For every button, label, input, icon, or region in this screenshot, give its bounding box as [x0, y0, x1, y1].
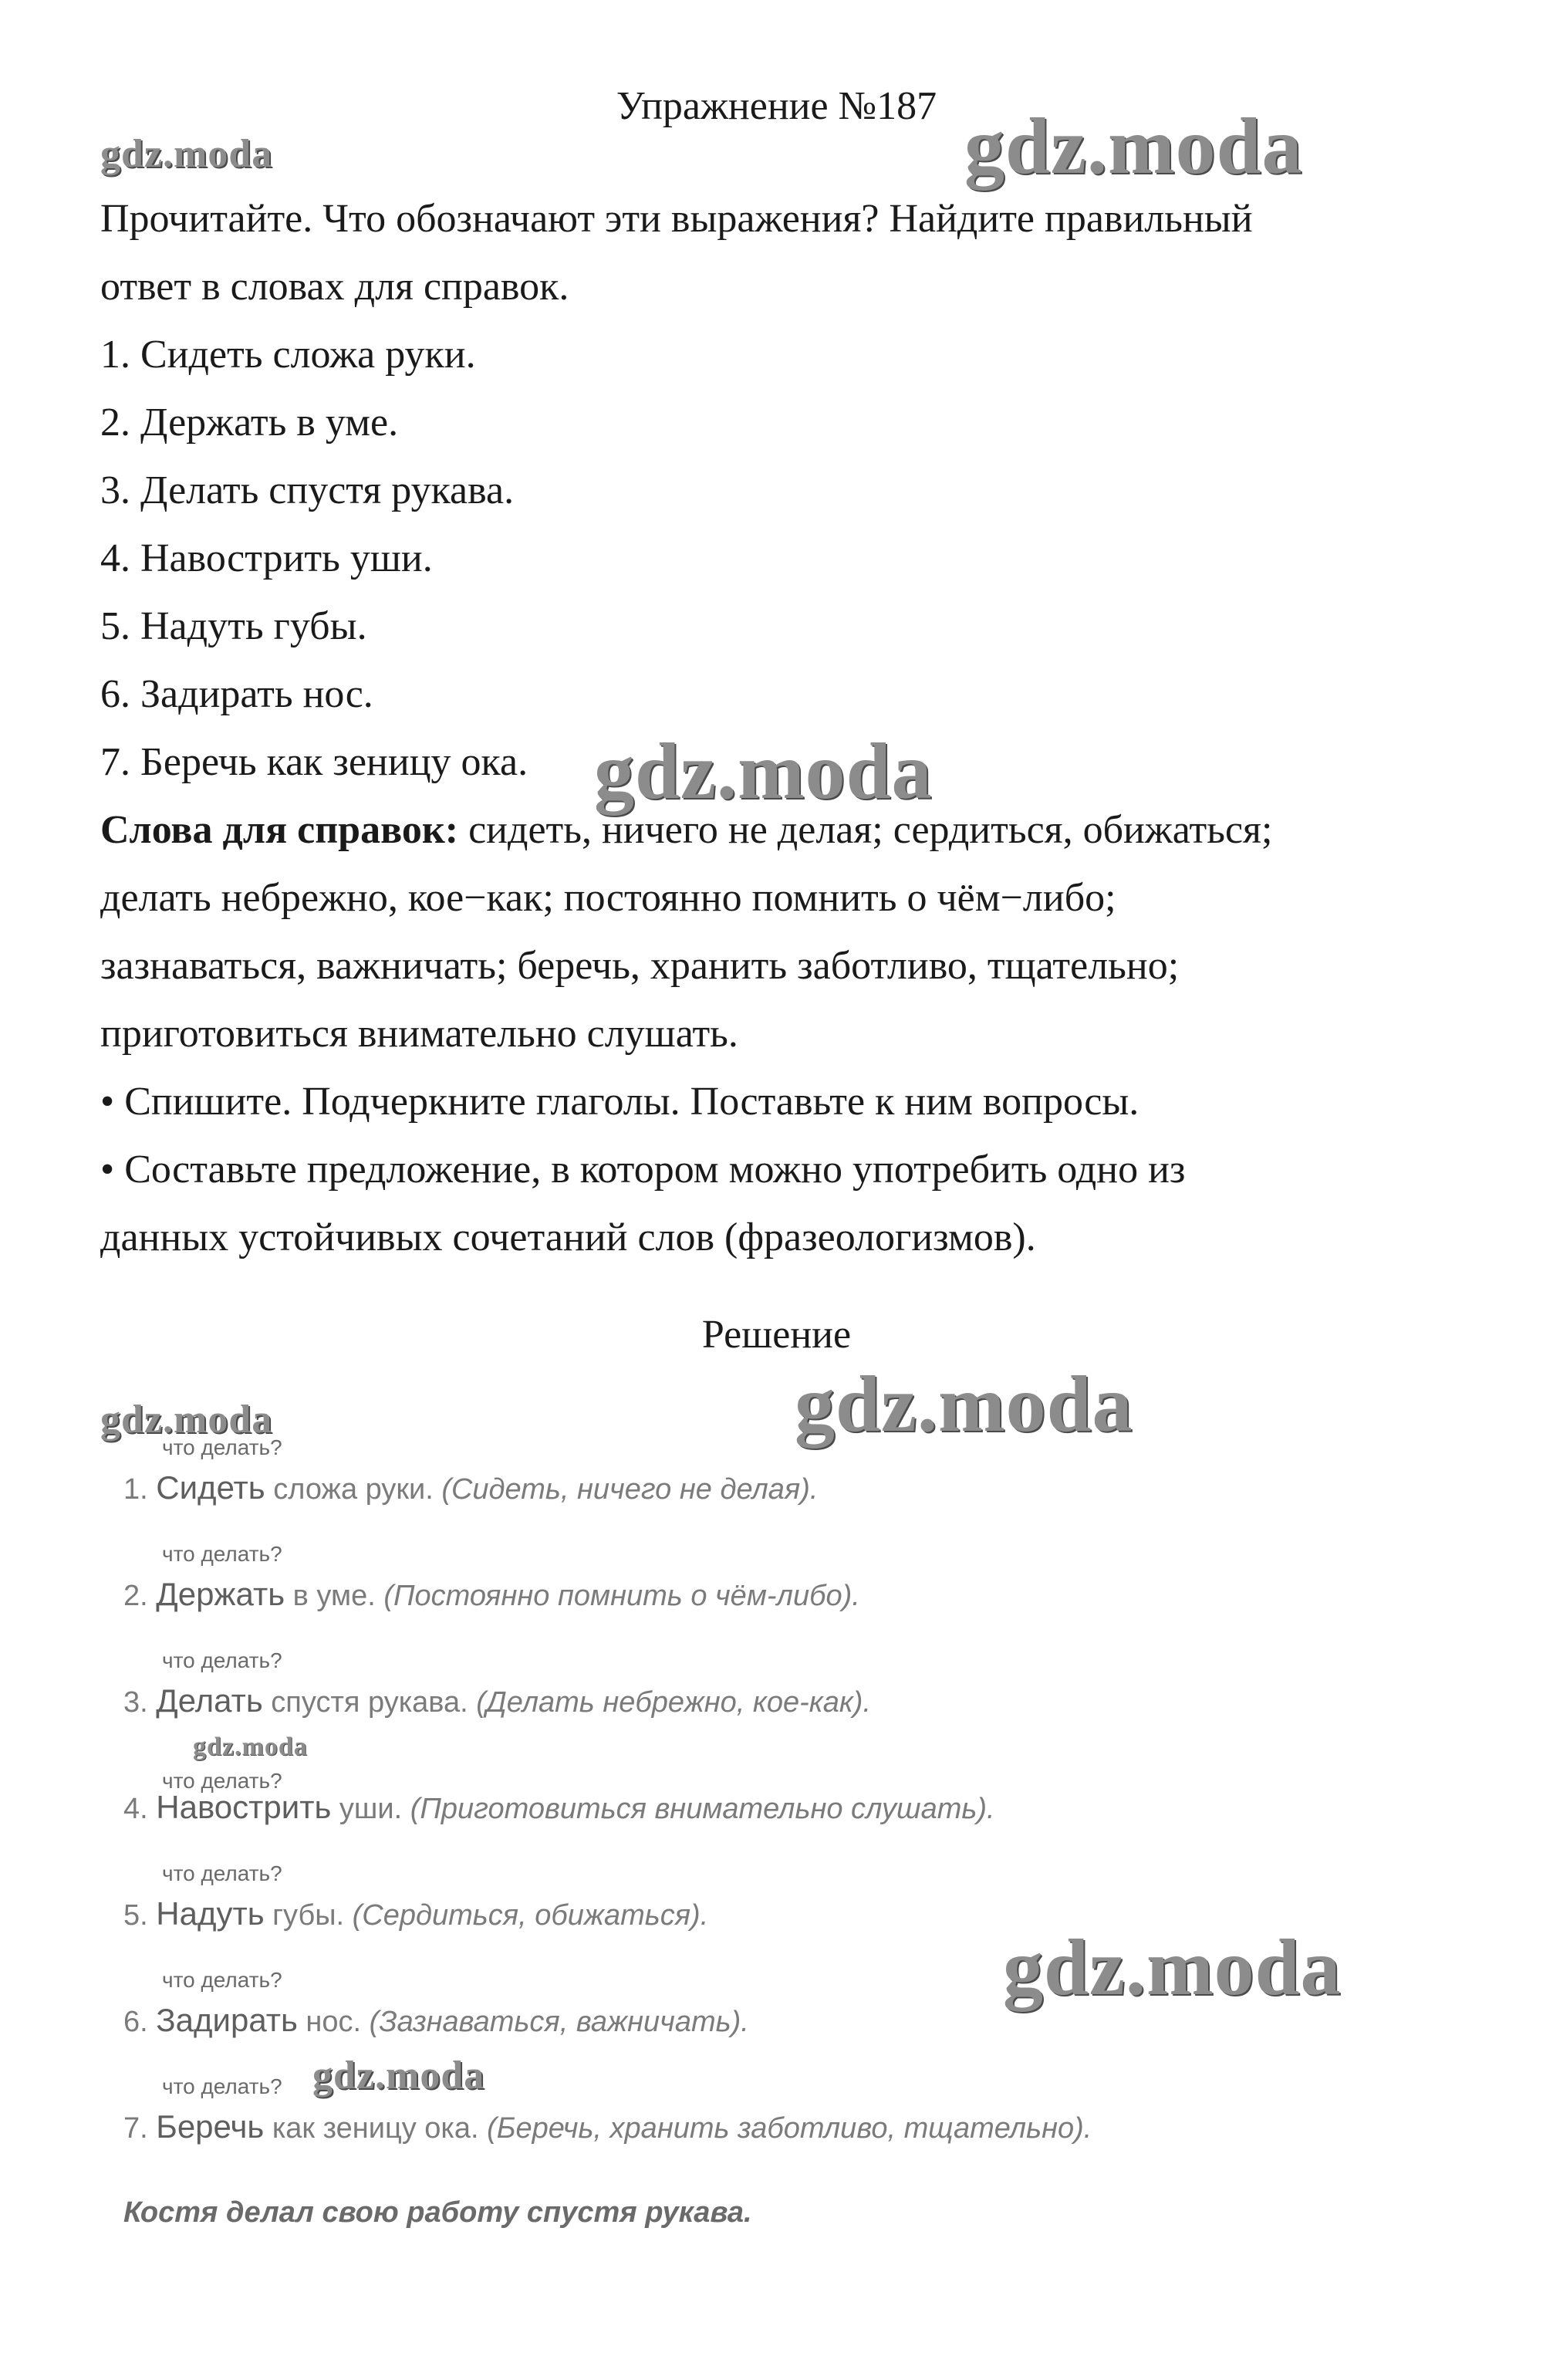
reference-text: приготовиться внимательно слушать. [100, 1012, 738, 1056]
task-intro: ответ в словах для справок. [100, 265, 569, 309]
instruction-bullet: • Составьте предложение, в котором можно употребить одно из [100, 1148, 1186, 1192]
instruction-bullet: • Спишите. Подчеркните глаголы. Поставьте к ним вопросы. [100, 1080, 1139, 1124]
watermark-logo: gdz.moda [100, 1398, 273, 1442]
meaning: (Зазнаваться, важничать). [369, 2006, 749, 2038]
verb: Делать [156, 1682, 263, 1719]
solution-list [123, 1435, 1358, 2230]
reference-text: зазнаваться, важничать; беречь, хранить заботливо, тщательно; [100, 944, 1180, 988]
watermark-logo: gdz.moda [312, 2054, 485, 2098]
verb: Держать [156, 1576, 285, 1612]
phrase-rest: губы. [264, 1899, 353, 1932]
exercise-title: Упражнение №187 [616, 84, 937, 128]
row-number: 5. [123, 1899, 148, 1932]
task-item: 7. Беречь как зеницу ока. [100, 740, 528, 784]
example-sentence: Костя делал свою работу спустя рукава. [123, 2196, 752, 2229]
solution-row [123, 2074, 1358, 2181]
row-number: 6. [123, 2006, 148, 2038]
verb-question: что делать? [162, 1861, 282, 1885]
watermark-logo: gdz.moda [1003, 1923, 1342, 2012]
verb-question: что делать? [162, 1648, 282, 1672]
solution-row [123, 1755, 1358, 1861]
row-number: 4. [123, 1793, 148, 1825]
reference-label: Слова для справок: [100, 808, 459, 852]
phrase-rest: нос. [297, 2006, 370, 2038]
meaning: (Постоянно помнить о чём-либо). [383, 1580, 860, 1612]
row-number: 2. [123, 1580, 148, 1612]
row-number: 7. [123, 2112, 148, 2145]
phrase-rest: как зеницу ока. [264, 2112, 488, 2145]
verb: Надуть [156, 1895, 265, 1932]
verb: Навострить [156, 1789, 332, 1825]
verb-question: что делать? [162, 1435, 282, 1459]
task-intro: Прочитайте. Что обозначают эти выражения? Найдите правильный [100, 197, 1253, 241]
verb-question: что делать? [162, 1542, 282, 1566]
meaning: (Сердиться, обижаться). [352, 1899, 709, 1932]
solution-row [123, 1542, 1358, 1648]
solution-row [123, 1435, 1358, 1542]
watermark-logo: gdz.moda [100, 132, 273, 176]
task-item: 3. Делать спустя рукава. [100, 468, 515, 512]
phrase-rest: в уме. [285, 1580, 384, 1612]
row-number: 3. [123, 1686, 148, 1719]
phrase-rest: спустя рукава. [262, 1686, 477, 1719]
meaning: (Сидеть, ничего не делая). [441, 1473, 819, 1506]
verb: Задирать [156, 2002, 298, 2038]
meaning: (Беречь, хранить заботливо, тщательно). [487, 2112, 1092, 2145]
watermark-logo: gdz.moda [193, 1733, 308, 1761]
task-item: 2. Держать в уме. [100, 401, 399, 445]
reference-text: делать небрежно, кое−как; постоянно помнить о чём−либо; [100, 876, 1116, 920]
task-item: 1. Сидеть сложа руки. [100, 333, 476, 377]
reference-text: сидеть, ничего не делая; сердиться, обижаться; [458, 808, 1273, 852]
watermark-logo: gdz.moda [594, 727, 933, 816]
verb-question: что делать? [162, 2074, 282, 2098]
solution-row [123, 1648, 1358, 1755]
phrase-rest: сложа руки. [265, 1473, 442, 1506]
watermark-logo: gdz.moda [795, 1360, 1133, 1449]
meaning: (Делать небрежно, кое-как). [476, 1686, 871, 1719]
verb-question: что делать? [162, 1968, 282, 1992]
instruction-bullet: данных устойчивых сочетаний слов (фразеологизмов). [100, 1215, 1036, 1259]
phrase-rest: уши. [331, 1793, 410, 1825]
watermark-logo: gdz.moda [964, 102, 1303, 191]
verb: Сидеть [156, 1469, 265, 1506]
task-item: 5. Надуть губы. [100, 604, 367, 648]
task-item: 6. Задирать нос. [100, 672, 373, 716]
row-number: 1. [123, 1473, 148, 1506]
task-item: 4. Навострить уши. [100, 536, 433, 580]
meaning: (Приготовиться внимательно слушать). [410, 1793, 995, 1825]
verb: Беречь [156, 2108, 265, 2145]
verb-question: что делать? [162, 1769, 282, 1793]
solution-title: Решение [701, 1313, 852, 1357]
